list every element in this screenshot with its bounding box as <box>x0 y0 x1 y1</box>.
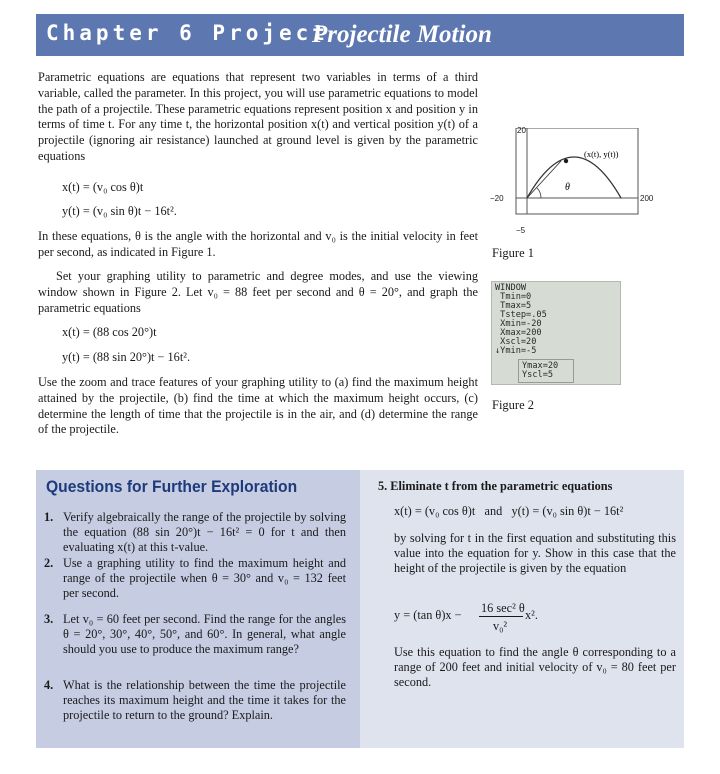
angle-label: θ <box>565 182 570 193</box>
intro-paragraph: Parametric equations are equations that represent two variables in terms of a third variable, called the parameter. In this project, you will use parametric equations to model the path of a projectile. These parametric equations represent position x and position y in terms of time t. For any time t, the horizontal position x(t) and vertical position y(t) of a projectile (ignoring air resistance) launched at ground level is given by the parametric equations <box>38 70 478 163</box>
question-text: Let v₀ = 60 feet per second. Find the range for the angles θ = 20°, 30°, 40°, 50°, and 60°. In general, what angle should you use to produce the maximum range? <box>63 612 346 656</box>
question-2 <box>44 556 346 601</box>
fig1-ymin: −5 <box>516 226 526 235</box>
window-line: Tmax=5 <box>495 301 532 311</box>
height-equation-denominator: v₀² <box>493 619 508 633</box>
window-line: Tstep=.05 <box>495 310 547 320</box>
question-text: Verify algebraically the range of the projectile by solving the equation (88 sin 20°)t − 16t² = 0 for t and then evaluating x(t) at this t-value. <box>63 510 346 554</box>
fig1-xmax: 200 <box>640 194 654 203</box>
question-number: 2. <box>44 556 54 570</box>
window-line: WINDOW <box>495 283 527 293</box>
question-text: Use a graphing utility to find the maximum height and range of the projectile when θ = 30° and v₀ = 132 feet per second. <box>63 556 346 600</box>
fig1-xmin: −20 <box>490 194 504 203</box>
window-line: Xmin=-20 <box>495 319 542 329</box>
angle-arc <box>537 188 541 198</box>
window-line: Xscl=20 <box>495 337 537 347</box>
question-number: 4. <box>44 678 54 692</box>
question-number: 1. <box>44 510 54 524</box>
intro-paragraph-2: In these equations, θ is the angle with the horizontal and v₀ is the initial velocity in feet per second, as indicated in Figure 1. <box>38 229 478 259</box>
window-line: Yscl=5 <box>522 370 554 380</box>
figure-1-caption: Figure 1 <box>492 246 535 260</box>
fraction-bar <box>479 616 523 617</box>
questions-title: Questions for Further Exploration <box>46 477 298 496</box>
question-5-text: by solving for t in the first equation and substituting this value into the equation for y. Show in this case that the height of the projectile is given by the equation <box>394 531 676 575</box>
position-point <box>564 159 568 163</box>
question-5-followup: Use this equation to find the angle θ corresponding to a range of 200 feet and initial velocity of v₀ = 80 feet per second. <box>394 645 676 689</box>
window-line: ↓Ymin=-5 <box>495 346 537 356</box>
window-line: Ymax=20 <box>522 361 559 371</box>
height-equation-tail: x². <box>525 608 538 622</box>
figure-1-graph <box>505 128 675 224</box>
question-number: 3. <box>44 612 54 626</box>
chapter-label: Chapter 6 Project <box>46 21 329 45</box>
question-1 <box>44 510 346 555</box>
equation-y-88: y(t) = (88 sin 20°)t − 16t². <box>62 350 191 364</box>
window-overlay <box>518 359 574 383</box>
equation-x-88: x(t) = (88 cos 20°)t <box>62 325 157 339</box>
launch-direction-line <box>527 161 561 198</box>
equation-y: y(t) = (v₀ sin θ)t − 16t². <box>62 204 177 218</box>
chapter-banner <box>36 14 684 56</box>
project-title: Projectile Motion <box>312 21 492 48</box>
question-text: What is the relationship between the time the projectile reaches its maximum height and the time it takes for the projectile to return to the ground? Explain. <box>63 678 346 722</box>
question-5-equations: x(t) = (v₀ cos θ)t and y(t) = (v₀ sin θ)t − 16t² <box>394 504 624 518</box>
window-line: Tmin=0 <box>495 292 532 302</box>
question-3 <box>44 612 346 657</box>
point-label: (x(t), y(t)) <box>584 149 619 159</box>
figure-2-caption: Figure 2 <box>492 398 535 412</box>
equation-x: x(t) = (v₀ cos θ)t <box>62 180 144 194</box>
height-equation-lhs: y = (tan θ)x − <box>394 608 462 622</box>
graph-frame <box>516 128 638 214</box>
figure-2-calculator-screen <box>491 281 621 385</box>
intro-paragraph-4: Use the zoom and trace features of your graphing utility to (a) find the maximum height attained by the projectile, (b) find the time at which the maximum height occurs, (c) determine the length of time that the projectile is in the air, and (d) determine the range of the projectile. <box>38 375 478 437</box>
window-line: Xmax=200 <box>495 328 542 338</box>
question-4 <box>44 678 346 723</box>
height-equation-numerator: 16 sec² θ <box>481 601 525 615</box>
intro-paragraph-3: Set your graphing utility to parametric and degree modes, and use the viewing window shown in Figure 2. Let v₀ = 88 feet per second and θ = 20°, and graph the parametric equations <box>38 269 478 315</box>
fig1-ymax: 20 <box>517 126 526 135</box>
trajectory-curve <box>527 157 621 198</box>
question-5-heading: 5. Eliminate t from the parametric equations <box>378 479 613 493</box>
